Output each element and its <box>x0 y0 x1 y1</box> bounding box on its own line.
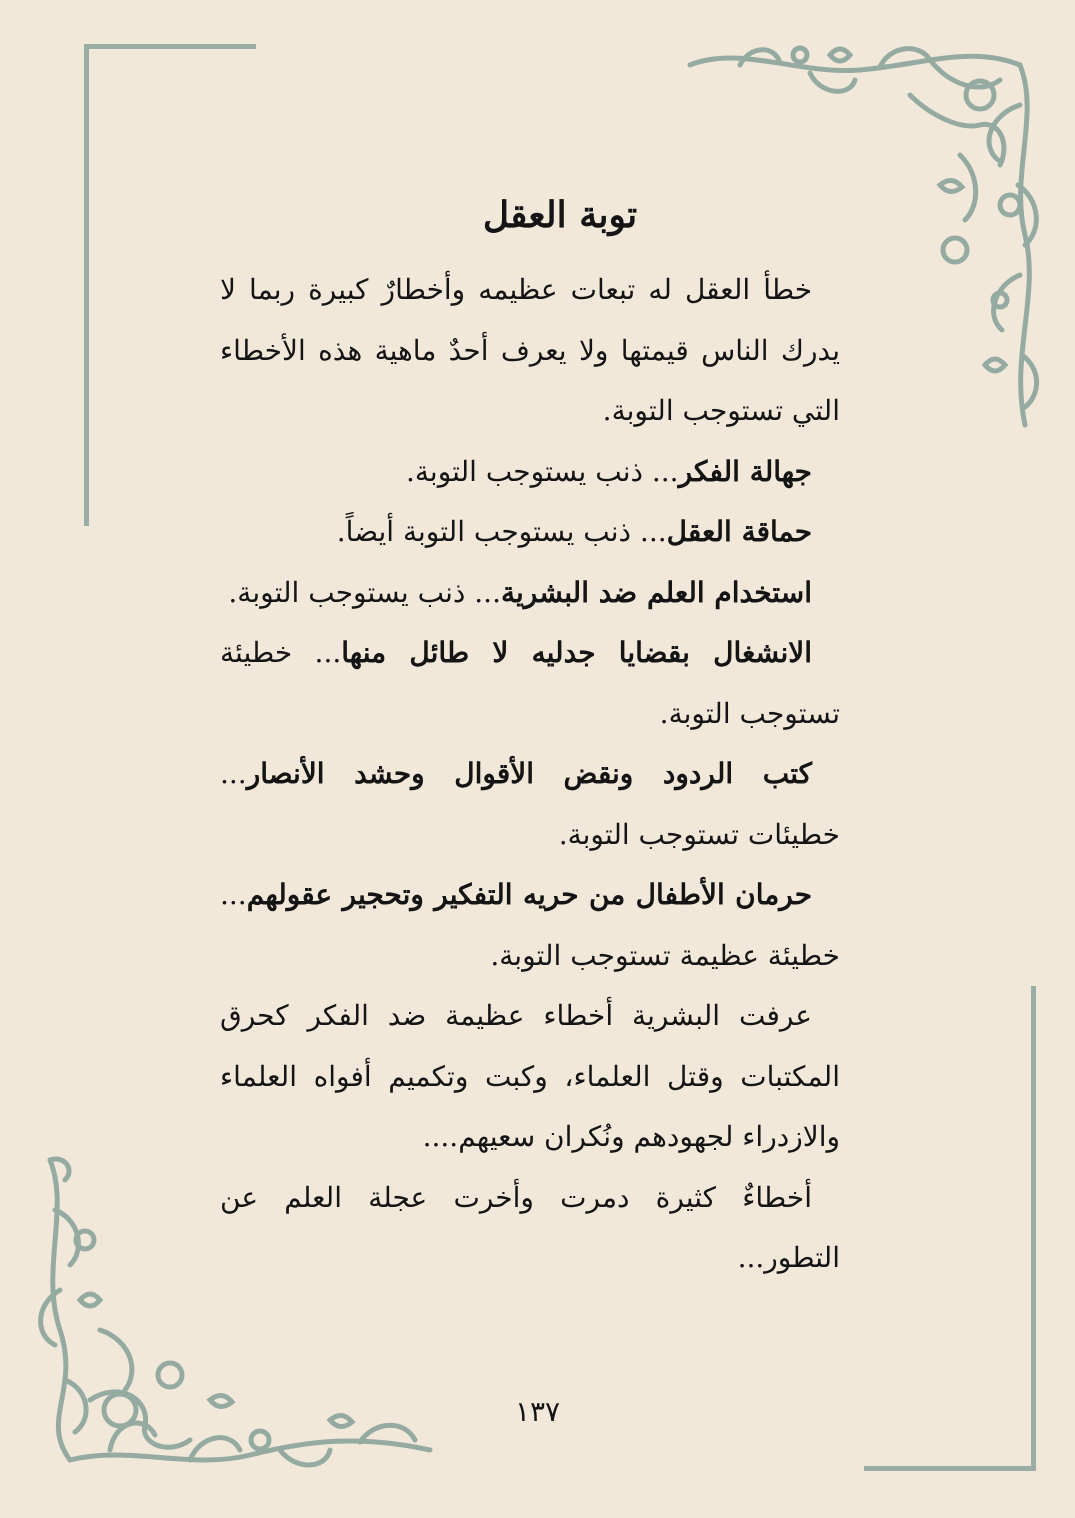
paragraph <box>220 623 840 744</box>
paragraph-text: ... خطيئات تستوجب التوبة. <box>220 757 840 851</box>
paragraph <box>220 986 840 1168</box>
paragraph-bold-lead: حماقة العقل <box>666 515 812 548</box>
paragraph-text: ... ذنب يستوجب التوبة. <box>405 454 679 488</box>
paragraph-text: ... ذنب يستوجب التوبة. <box>228 575 501 609</box>
page-number: ١٣٧ <box>514 1395 561 1428</box>
paragraph-bold-lead: جهالة الفكر <box>678 454 812 488</box>
frame-top-left-horizontal <box>84 44 256 49</box>
paragraph-text: ... ذنب يستوجب التوبة أيضاً. <box>336 515 667 548</box>
paragraph <box>220 744 840 865</box>
frame-bottom-right-horizontal <box>864 1466 1036 1471</box>
paragraph <box>220 442 840 503</box>
paragraph-bold-lead: كتب الردود ونقض الأقوال وحشد الأنصار <box>246 757 812 790</box>
paragraph <box>220 865 840 986</box>
paragraph-bold-lead: الانشغال بقضايا جدليه لا طائل منها <box>341 636 812 669</box>
chapter-content <box>220 180 840 1289</box>
paragraph-bold-lead: حرمان الأطفال من حريه التفكير وتحجير عقولهم <box>246 878 812 911</box>
frame-top-left-vertical <box>84 44 89 526</box>
paragraph <box>220 563 840 624</box>
paragraph-text: ... خطيئة عظيمة تستوجب التوبة. <box>220 878 840 972</box>
paragraph-text: عرفت البشرية أخطاء عظيمة ضد الفكر كحرق المكتبات وقتل العلماء، وكبت وتكميم أفواه العلماء والازدراء لجهودهم ونُكران سعيهم.... <box>220 999 840 1153</box>
paragraph <box>220 1168 840 1289</box>
paragraph-text: أخطاءٌ كثيرة دمرت وأخرت عجلة العلم عن التطور... <box>220 1180 840 1274</box>
paragraph-bold-lead: استخدام العلم ضد البشرية <box>500 575 812 609</box>
paragraph <box>220 502 840 563</box>
paragraph <box>220 260 840 442</box>
paragraph-text: خطأ العقل له تبعات عظيمه وأخطارٌ كبيرة ربما لا يدرك الناس قيمتها ولا يعرف أحدٌ ماهية هذه الأخطاء التي تستوجب التوبة. <box>220 273 840 427</box>
chapter-title: توبة العقل <box>482 194 638 236</box>
paragraph-text: ... خطيئة تستوجب التوبة. <box>220 636 840 730</box>
